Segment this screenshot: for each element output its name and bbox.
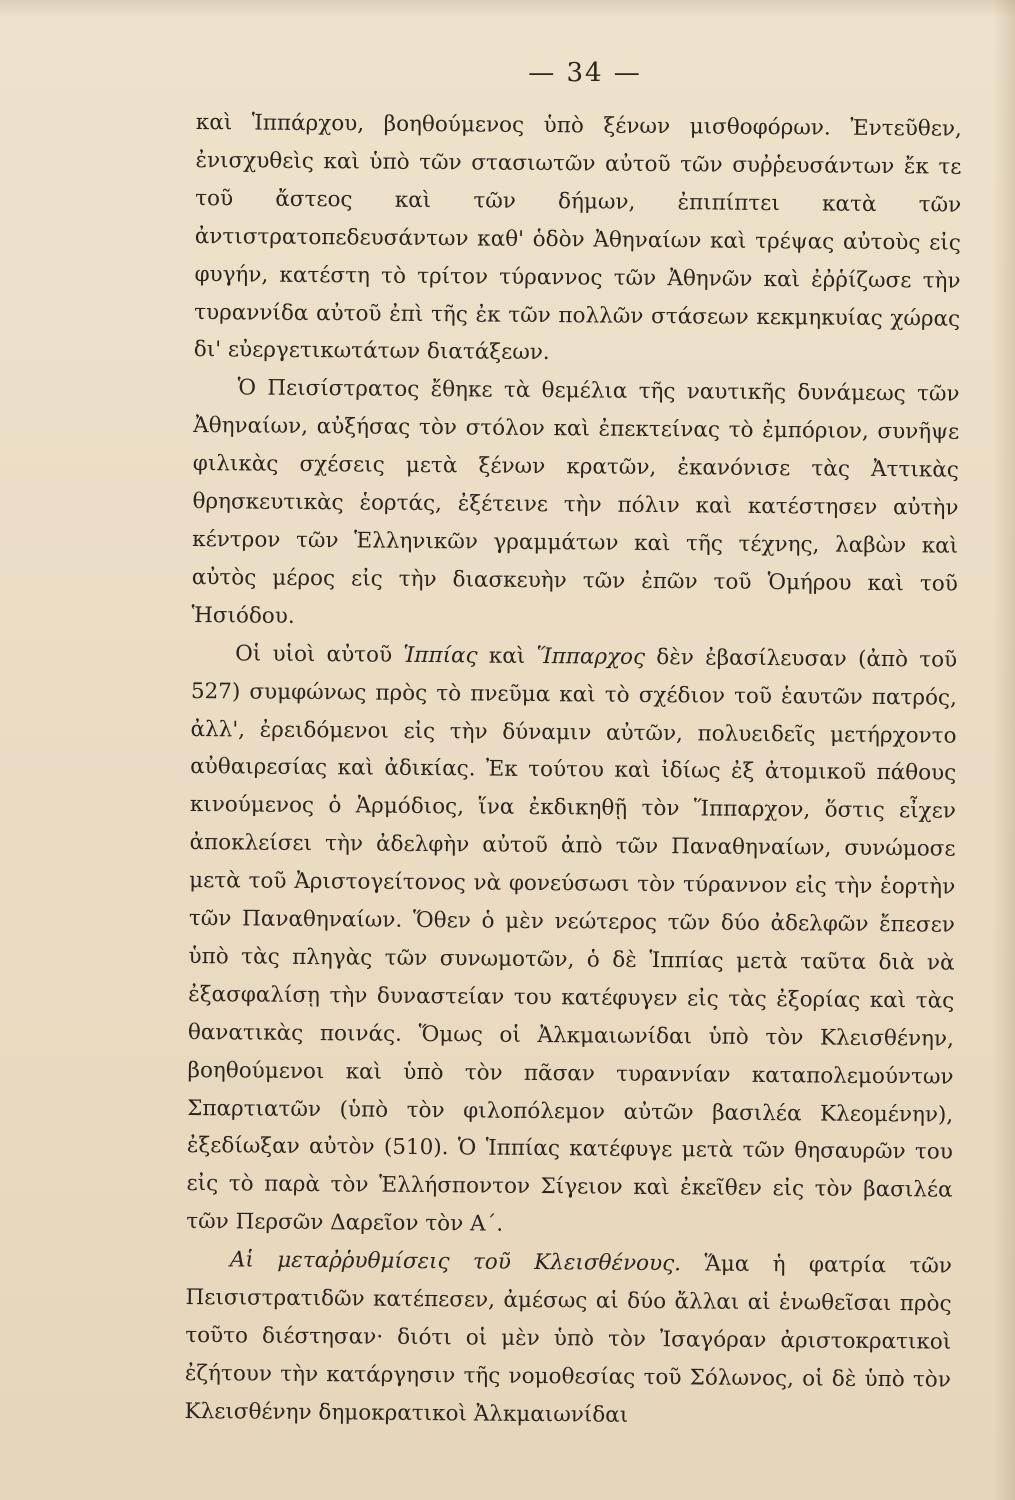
paragraph-2: Ὁ Πεισίστρατος ἔθηκε τὰ θεμέλια τῆς ναυτικῆς δυνάμεως τῶν Ἀθηναίων, αὐξήσας τὸν στόλον καὶ ἐπεκτείνας τὸ ἐμπόριον, συνῆψε φιλικὰς σχέσεις μετὰ ξένων κρατῶν, ἐκανόνισε τὰς Ἀττικὰς θρησκευτικὰς ἑορτάς, ἐξέτεινε τὴν πόλιν καὶ κατέστησεν αὐτὴν κέντρον τῶν Ἑλληνικῶν γραμμάτων καὶ τῆς τέχνης, λαβὼν καὶ αὐτὸς μέρος εἰς τὴν διασκευὴν τῶν ἐπῶν τοῦ Ὁμήρου καὶ τοῦ Ἡσιόδου. xyxy=(191,375,960,629)
section-heading-cleisthenes-reforms: Αἱ μεταῤῥυθμίσεις τοῦ Κλεισθένους. xyxy=(229,1247,682,1277)
paragraph-3-text: καὶ xyxy=(477,643,537,669)
page-number: — 34 — xyxy=(528,58,642,88)
paragraph-3-text: δὲν ἐβασίλευσαν (ἀπὸ τοῦ 527) συμφώνως πρὸς τὸ πνεῦμα καὶ τὸ σχέδιον τοῦ ἑαυτῶν πατρός, ἀλλ', ἐρειδόμενοι εἰς τὴν δύναμιν αὐτῶν, πολυειδεῖς μετήρχοντο αὐθαιρεσίας καὶ ἀδικίας. Ἐκ τούτου καὶ ἰδίως ἐξ ἀτομικοῦ πάθους κινούμενος ὁ Ἁρμόδιος, ἵνα ἐκδικηθῇ τὸν Ἵππαρχον, ὅστις εἶχεν ἀποκλείσει τὴν ἀδελφὴν αὐτοῦ ἀπὸ τῶν Παναθηναίων, συνώμοσε μετὰ τοῦ Ἀριστογείτονος νὰ φονεύσωσι τὸν τύραννον εἰς τὴν ἑορτὴν τῶν Παναθηναίων. Ὅθεν ὁ μὲν νεώτερος τῶν δύο ἀδελφῶν ἔπεσεν ὑπὸ τὰς πληγὰς τῶν συνωμοτῶν, ὁ δὲ Ἱππίας μετὰ ταῦτα διὰ νὰ ἐξασφαλίσῃ τὴν δυναστείαν του κατέφυγεν εἰς τὰς ἐξορίας καὶ τὰς θανατικὰς ποινάς. Ὅμως οἱ Ἀλκμαιωνίδαι ὑπὸ τὸν Κλεισθένην, βοηθούμενοι καὶ ὑπὸ τὸν πᾶσαν τυραννίαν καταπολεμούντων Σπαρτιατῶν (ὑπὸ τὸν φιλοπόλεμον αὐτῶν βασιλέα Κλεομένην), ἐξεδίωξαν αὐτὸν (510). Ὁ Ἱππίας κατέφυγε μετὰ τῶν θησαυρῶν του εἰς τὸ παρὰ τὸν Ἑλλήσποντον Σίγειον καὶ ἐκεῖθεν εἰς τὸν βασιλέα τῶν Περσῶν Δαρεῖον τὸν Α΄. xyxy=(186,644,958,1238)
page-shadow-top xyxy=(0,0,1015,18)
paragraph-3-text: Οἱ υἱοὶ αὐτοῦ xyxy=(235,641,404,668)
name-hippias: Ἱππίας xyxy=(403,642,478,669)
paragraph-3 xyxy=(186,635,957,1248)
paragraph-4-text: Ἅμα ἡ φατρία τῶν Πεισιστρατιδῶν κατέπεσεν, ἀμέσως αἱ δύο ἄλλαι αἱ ἑνωθεῖσαι πρὸς τοῦτο διέστησαν· διότι οἱ μὲν ὑπὸ τὸν Ἰσαγόραν ἀριστοκρατικοὶ ἐζήτουν τὴν κατάργησιν τῆς νομοθεσίας τοῦ Σόλωνος, οἱ δὲ ὑπὸ τὸν Κλεισθένην δημοκρατικοὶ Ἀλκμαιωνίδαι xyxy=(184,1251,952,1428)
name-hipparchus: Ἵππαρχος xyxy=(536,643,646,670)
paragraph-4 xyxy=(184,1241,952,1437)
body-text xyxy=(184,104,962,1437)
page-shadow-right xyxy=(993,0,1015,1500)
paragraph-1: καὶ Ἱππάρχου, βοηθούμενος ὑπὸ ξένων μισθοφόρων. Ἐντεῦθεν, ἐνισχυθεὶς καὶ ὑπὸ τῶν στασιωτῶν αὐτοῦ τῶν συῤῥευσάντων ἔκ τε τοῦ ἄστεος καὶ τῶν δήμων, ἐπιπίπτει κατὰ τῶν ἀντιστρατοπεδευσάντων καθ' ὁδὸν Ἀθηναίων καὶ τρέψας αὐτοὺς εἰς φυγήν, κατέστη τὸ τρίτον τύραννος τῶν Ἀθηνῶν καὶ ἐῤῥίζωσε τὴν τυραννίδα αὐτοῦ ἐπὶ τῆς ἐκ τῶν πολλῶν στάσεων κεκμηκυίας χώρας δι' εὐεργετικωτάτων διατάξεων. xyxy=(193,109,962,366)
